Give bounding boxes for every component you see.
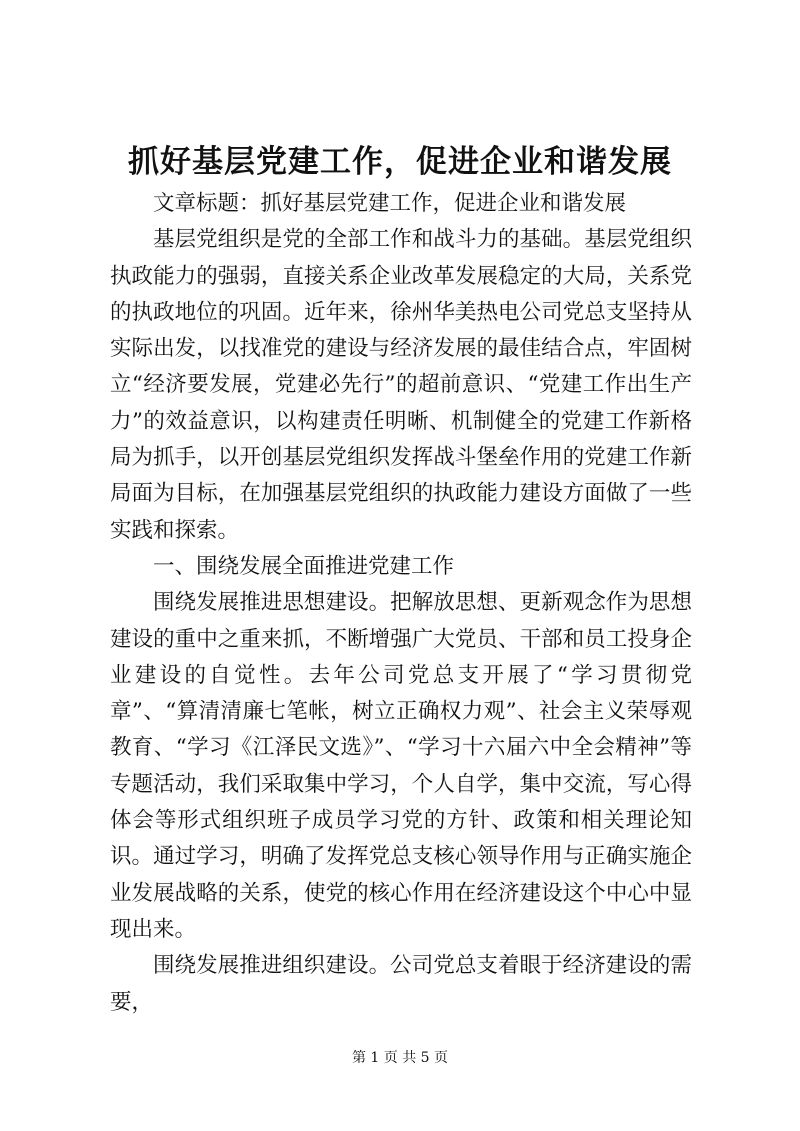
paragraph-organization: 围绕发展推进组织建设。公司党总支着眼于经济建设的需要， (110, 953, 692, 1015)
page-footer: 第 1 页 共 5 页 (351, 1050, 449, 1066)
article-title-line: 文章标题：抓好基层党建工作，促进企业和谐发展 (153, 191, 627, 216)
paragraph-ideology: 围绕发展推进思想建设。把解放思想、更新观念作为思想建设的重中之重来抓，不断增强广大党员、干部和员工投身企业建设的自觉性。去年公司党总支开展了“学习贯彻党章”、“算清清廉七笔帐，树立正确权力观”、社会主义荣辱观教育、“学习《江泽民文选》”、“学习十六届六中全会精神”等专题活动，我们采取集中学习，个人自学，集中交流，写心得体会等形式组织班子成员学习党的方针、政策和相关理论知识。通过学习，明确了发挥党总支核心领导作用与正确实施企业发展战略的关系，使党的核心作用在经济建设这个中心中显现出来。 (110, 590, 692, 942)
document-title: 抓好基层党建工作，促进企业和谐发展 (128, 144, 672, 180)
paragraph-intro: 基层党组织是党的全部工作和战斗力的基础。基层党组织执政能力的强弱，直接关系企业改革发展稳定的大局，关系党的执政地位的巩固。近年来，徐州华美热电公司党总支坚持从实际出发，以找准党的建设与经济发展的最佳结合点，牢固树立“经济要发展，党建必先行”的超前意识、“党建工作出生产力”的效益意识，以构建责任明晰、机制健全的党建工作新格局为抓手，以开创基层党组织发挥战斗堡垒作用的党建工作新局面为目标，在加强基层党组织的执政能力建设方面做了一些实践和探索。 (110, 227, 692, 543)
section-heading: 一、围绕发展全面推进党建工作 (153, 553, 455, 579)
document-body (110, 186, 692, 1021)
